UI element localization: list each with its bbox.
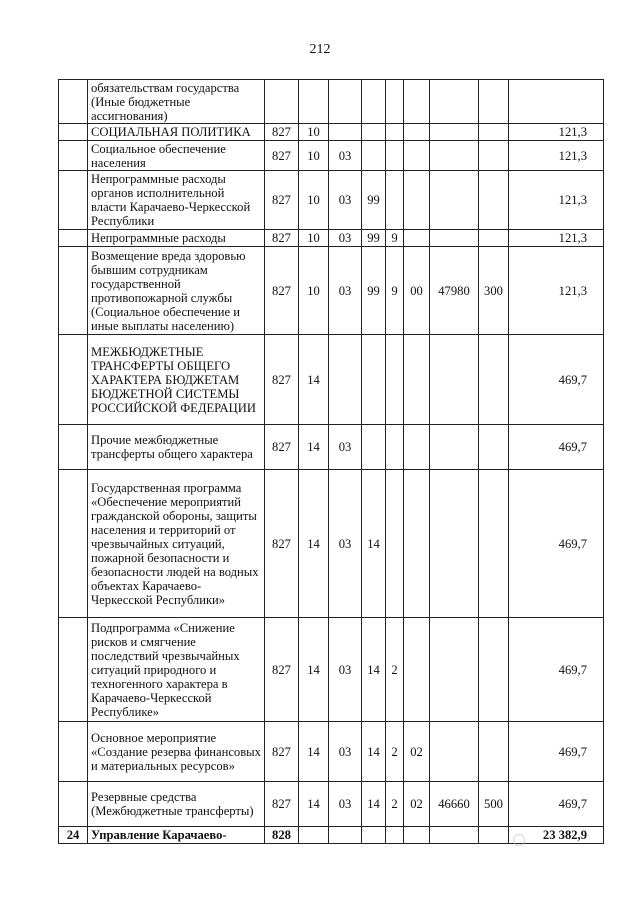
program-code-cell: 14: [362, 782, 386, 827]
subsection-code-cell: 03: [329, 470, 362, 618]
subsection-code-cell: [329, 124, 362, 141]
subprogram-code-cell: [386, 141, 404, 171]
amount-cell: 23 382,9: [509, 827, 604, 844]
activity-code-cell: [404, 171, 430, 230]
row-number-cell: [59, 425, 88, 470]
ministry-code-cell: 828: [265, 827, 299, 844]
row-number-cell: [59, 470, 88, 618]
program-code-cell: [362, 141, 386, 171]
subsection-code-cell: 03: [329, 722, 362, 782]
section-code-cell: 14: [299, 425, 329, 470]
activity-code-cell: 02: [404, 782, 430, 827]
subsection-code-cell: [329, 335, 362, 425]
direction-code-cell: [430, 230, 479, 247]
ministry-code-cell: 827: [265, 335, 299, 425]
direction-code-cell: [430, 827, 479, 844]
activity-code-cell: [404, 470, 430, 618]
section-code-cell: 14: [299, 335, 329, 425]
amount-cell: 469,7: [509, 335, 604, 425]
program-code-cell: [362, 124, 386, 141]
section-code-cell: 14: [299, 722, 329, 782]
expense-type-code-cell: 300: [479, 247, 509, 335]
table-row: [59, 470, 604, 618]
activity-code-cell: 02: [404, 722, 430, 782]
expense-name-cell: Подпрограмма «Снижение рисков и смягчение последствий чрезвычайных ситуаций природного и техногенного характера в Карачаево-Черкесской Республике»: [88, 618, 265, 722]
subsection-code-cell: [329, 80, 362, 124]
ministry-code-cell: 827: [265, 247, 299, 335]
scan-artifact: [513, 834, 525, 846]
expense-type-code-cell: [479, 827, 509, 844]
row-number-cell: 24: [59, 827, 88, 844]
section-code-cell: 10: [299, 247, 329, 335]
table-row: [59, 425, 604, 470]
direction-code-cell: [430, 141, 479, 171]
ministry-code-cell: 827: [265, 618, 299, 722]
section-code-cell: 14: [299, 782, 329, 827]
expense-type-code-cell: 500: [479, 782, 509, 827]
subprogram-code-cell: 2: [386, 722, 404, 782]
program-code-cell: [362, 80, 386, 124]
program-code-cell: [362, 335, 386, 425]
expense-name-cell: СОЦИАЛЬНАЯ ПОЛИТИКА: [88, 124, 265, 141]
direction-code-cell: [430, 124, 479, 141]
expense-name-cell: Непрограммные расходы: [88, 230, 265, 247]
expense-name-cell: Социальное обеспечение населения: [88, 141, 265, 171]
expense-name-cell: Государственная программа «Обеспечение мероприятий гражданской обороны, защиты населения и территорий от чрезвычайных ситуаций, пожарной безопасности и безопасности людей на водных объектах Карачаево-Черкесской Республики»: [88, 470, 265, 618]
table-row: [59, 618, 604, 722]
expense-type-code-cell: [479, 171, 509, 230]
subprogram-code-cell: [386, 335, 404, 425]
row-number-cell: [59, 618, 88, 722]
direction-code-cell: [430, 80, 479, 124]
row-number-cell: [59, 141, 88, 171]
direction-code-cell: 46660: [430, 782, 479, 827]
program-code-cell: 14: [362, 470, 386, 618]
program-code-cell: 99: [362, 171, 386, 230]
direction-code-cell: [430, 618, 479, 722]
subprogram-code-cell: 2: [386, 782, 404, 827]
row-number-cell: [59, 782, 88, 827]
activity-code-cell: [404, 618, 430, 722]
program-code-cell: 14: [362, 722, 386, 782]
amount-cell: 121,3: [509, 247, 604, 335]
ministry-code-cell: 827: [265, 230, 299, 247]
subprogram-code-cell: 9: [386, 230, 404, 247]
expense-name-cell: Резервные средства (Межбюджетные трансферты): [88, 782, 265, 827]
subprogram-code-cell: [386, 827, 404, 844]
expense-type-code-cell: [479, 722, 509, 782]
amount-cell: 121,3: [509, 230, 604, 247]
table-row: [59, 782, 604, 827]
ministry-code-cell: 827: [265, 425, 299, 470]
direction-code-cell: 47980: [430, 247, 479, 335]
table-row: [59, 230, 604, 247]
direction-code-cell: [430, 470, 479, 618]
amount-cell: 121,3: [509, 171, 604, 230]
expense-name-cell: Непрограммные расходы органов исполнительной власти Карачаево-Черкесской Республики: [88, 171, 265, 230]
page-number: 212: [309, 42, 331, 57]
subsection-code-cell: 03: [329, 230, 362, 247]
direction-code-cell: [430, 335, 479, 425]
program-code-cell: [362, 425, 386, 470]
amount-cell: 121,3: [509, 141, 604, 171]
amount-cell: 469,7: [509, 782, 604, 827]
ministry-code-cell: 827: [265, 171, 299, 230]
amount-cell: [509, 80, 604, 124]
section-code-cell: [299, 827, 329, 844]
ministry-code-cell: 827: [265, 141, 299, 171]
subprogram-code-cell: [386, 425, 404, 470]
subsection-code-cell: 03: [329, 618, 362, 722]
expense-type-code-cell: [479, 335, 509, 425]
subsection-code-cell: 03: [329, 247, 362, 335]
table-row: [59, 141, 604, 171]
budget-table: [58, 79, 604, 844]
section-code-cell: 14: [299, 470, 329, 618]
direction-code-cell: [430, 171, 479, 230]
activity-code-cell: [404, 141, 430, 171]
ministry-code-cell: [265, 80, 299, 124]
expense-type-code-cell: [479, 618, 509, 722]
activity-code-cell: [404, 425, 430, 470]
subsection-code-cell: [329, 827, 362, 844]
amount-cell: 469,7: [509, 470, 604, 618]
program-code-cell: 14: [362, 618, 386, 722]
activity-code-cell: [404, 80, 430, 124]
ministry-code-cell: 827: [265, 782, 299, 827]
expense-name-cell: Прочие межбюджетные трансферты общего характера: [88, 425, 265, 470]
ministry-code-cell: 827: [265, 722, 299, 782]
activity-code-cell: [404, 827, 430, 844]
expense-type-code-cell: [479, 141, 509, 171]
ministry-code-cell: 827: [265, 124, 299, 141]
expense-name-cell: Управление Карачаево-: [88, 827, 265, 844]
subsection-code-cell: 03: [329, 141, 362, 171]
table-row: [59, 722, 604, 782]
expense-name-cell: обязательствам государства (Иные бюджетные ассигнования): [88, 80, 265, 124]
subprogram-code-cell: [386, 124, 404, 141]
expense-name-cell: Возмещение вреда здоровью бывшим сотрудникам государственной противопожарной службы (Социальное обеспечение и иные выплаты населению): [88, 247, 265, 335]
direction-code-cell: [430, 722, 479, 782]
table-row: [59, 335, 604, 425]
amount-cell: 469,7: [509, 425, 604, 470]
table-row: [59, 247, 604, 335]
row-number-cell: [59, 124, 88, 141]
subsection-code-cell: 03: [329, 171, 362, 230]
section-code-cell: 10: [299, 230, 329, 247]
section-code-cell: 10: [299, 141, 329, 171]
activity-code-cell: 00: [404, 247, 430, 335]
program-code-cell: 99: [362, 247, 386, 335]
row-number-cell: [59, 247, 88, 335]
subprogram-code-cell: 9: [386, 247, 404, 335]
activity-code-cell: [404, 230, 430, 247]
ministry-code-cell: 827: [265, 470, 299, 618]
table-row: [59, 124, 604, 141]
row-number-cell: [59, 335, 88, 425]
subprogram-code-cell: [386, 470, 404, 618]
expense-type-code-cell: [479, 425, 509, 470]
subprogram-code-cell: [386, 171, 404, 230]
section-code-cell: 14: [299, 618, 329, 722]
row-number-cell: [59, 722, 88, 782]
section-code-cell: 10: [299, 171, 329, 230]
expense-type-code-cell: [479, 470, 509, 618]
table-row: [59, 80, 604, 124]
amount-cell: 469,7: [509, 618, 604, 722]
expense-name-cell: Основное мероприятие «Создание резерва финансовых и материальных ресурсов»: [88, 722, 265, 782]
expense-name-cell: МЕЖБЮДЖЕТНЫЕ ТРАНСФЕРТЫ ОБЩЕГО ХАРАКТЕРА БЮДЖЕТАМ БЮДЖЕТНОЙ СИСТЕМЫ РОССИЙСКОЙ ФЕДЕРАЦИИ: [88, 335, 265, 425]
activity-code-cell: [404, 335, 430, 425]
section-code-cell: [299, 80, 329, 124]
expense-type-code-cell: [479, 230, 509, 247]
amount-cell: 469,7: [509, 722, 604, 782]
subsection-code-cell: 03: [329, 782, 362, 827]
table-row: [59, 171, 604, 230]
program-code-cell: [362, 827, 386, 844]
row-number-cell: [59, 80, 88, 124]
subsection-code-cell: 03: [329, 425, 362, 470]
subprogram-code-cell: 2: [386, 618, 404, 722]
activity-code-cell: [404, 124, 430, 141]
expense-type-code-cell: [479, 124, 509, 141]
row-number-cell: [59, 230, 88, 247]
amount-cell: 121,3: [509, 124, 604, 141]
program-code-cell: 99: [362, 230, 386, 247]
row-number-cell: [59, 171, 88, 230]
section-code-cell: 10: [299, 124, 329, 141]
expense-type-code-cell: [479, 80, 509, 124]
subprogram-code-cell: [386, 80, 404, 124]
direction-code-cell: [430, 425, 479, 470]
